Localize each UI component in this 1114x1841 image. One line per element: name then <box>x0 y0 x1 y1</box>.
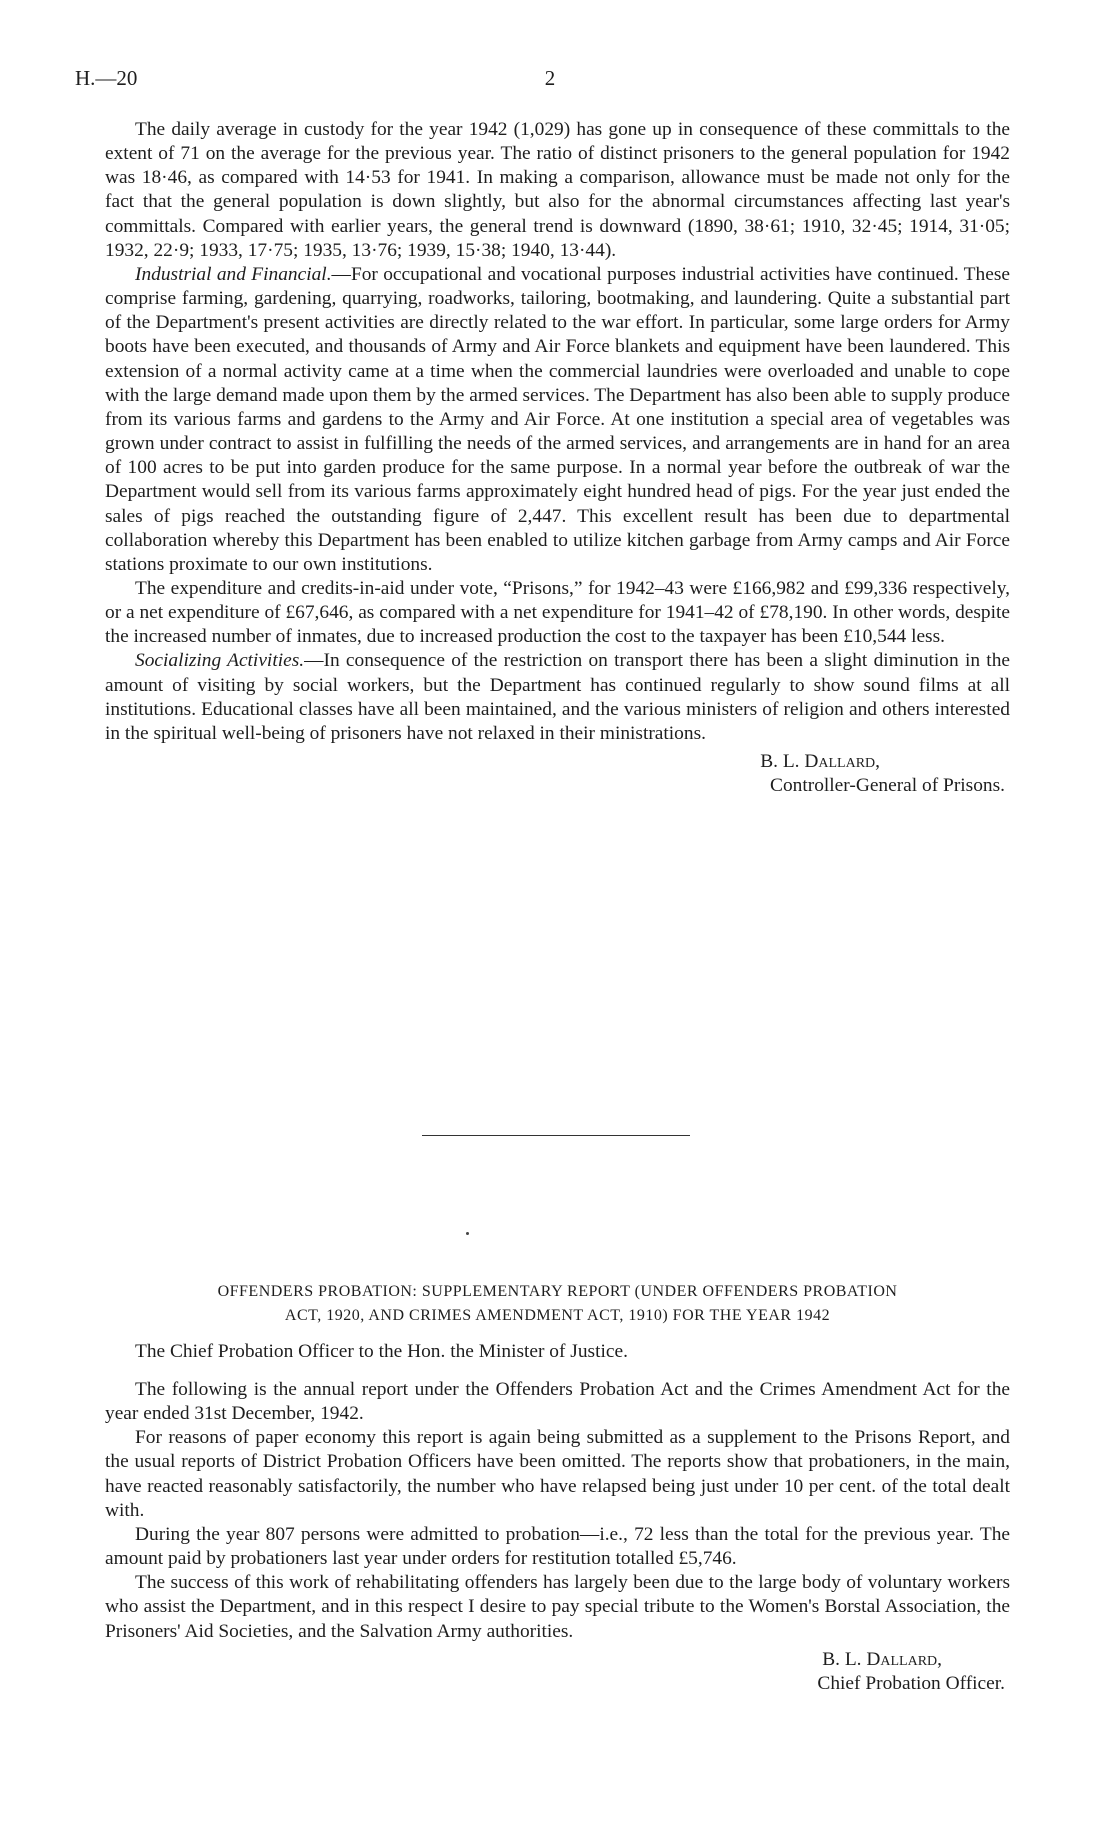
socializing-heading: Socializing Activities. <box>135 650 305 672</box>
industrial-financial-heading: Industrial and Financial. <box>135 263 332 285</box>
document-reference: H.—20 <box>75 66 138 90</box>
probation-signature <box>105 1648 1010 1696</box>
probation-tribute-paragraph: The success of this work of rehabilitating offenders has largely been due to the large body of voluntary workers who assist the Department, and in this respect I desire to pay special tribute to the Women's Borstal Association, the Prisoners' Aid Societies, and the Salvation Army authorities. <box>105 1572 1010 1642</box>
probation-intro-paragraph: The following is the annual report under the Offenders Probation Act and the Crimes Amendment Act for the year ended 31st December, 1942. <box>105 1379 1010 1425</box>
page-header <box>75 66 995 96</box>
divider-dot <box>466 1232 469 1235</box>
socializing-paragraph <box>105 649 1010 746</box>
prisons-report-section <box>105 118 1010 798</box>
industrial-financial-paragraph <box>105 263 1010 577</box>
prisons-signature <box>105 750 1010 798</box>
probation-signatory-title: Chief Probation Officer. <box>817 1672 1005 1694</box>
socializing-text: —In consequence of the restriction on transport there has been a slight diminution in the amount of visiting by social workers, but the Department has continued regularly to show sound films at all institutions. Educational classes have all been maintained, and the various ministers of religion and others interested in the spiritual well-being of prisoners have not relaxed in their ministrations. <box>105 650 1010 744</box>
probation-title-line-2: ACT, 1920, AND CRIMES AMENDMENT ACT, 1910) FOR THE YEAR 1942 <box>284 1307 831 1324</box>
signatory-name: B. L. Dallard, <box>760 751 880 773</box>
probation-addressee: The Chief Probation Officer to the Hon. the Minister of Justice. <box>135 1341 628 1362</box>
probation-admissions-paragraph: During the year 807 persons were admitted to probation—i.e., 72 less than the total for the previous year. The amount paid by probationers last year under orders for restitution totalled £5,746. <box>105 1523 1010 1570</box>
expenditure-paragraph: The expenditure and credits-in-aid under vote, “Prisons,” for 1942–43 were £166,982 and £99,336 respectively, or a net expenditure of £67,646, as compared with a net expenditure for 1941–42 of £78,190. In other words, despite the increased number of inmates, due to increased production the cost to the taxpayer has been £10,544 less. <box>105 577 1010 648</box>
industrial-financial-text: —For occupational and vocational purposes industrial activities have continued. These comprise farming, gardening, quarrying, roadworks, tailoring, bootmaking, and laundering. Quite a substantial part of the Department's present activities are directly related to the war effort. In particular, some large orders for Army boots have been executed, and thousands of Army and Air Force blankets and equipment have been laundered. This extension of a normal activity came at a time when the commercial laundries were overloaded and unable to cope with the large demand made upon them by the armed services. The Department has also been able to supply produce from its various farms and gardens to the Army and Air Force. At one institution a special area of vegetables was grown under contract to assist in fulfilling the needs of the armed services, and arrangements are in hand for an area of 100 acres to be put into garden produce for the same purpose. In a normal year before the outbreak of war the Department would sell from its various farms approximately eight hundred head of pigs. For the year just ended the sales of pigs reached the outstanding figure of 2,447. This excellent result has been due to departmental collaboration whereby this Department has been enabled to utilize kitchen garbage from Army camps and Air Force stations proximate to our own institutions. <box>105 263 1010 575</box>
probation-signatory-name: B. L. Dallard, <box>822 1648 942 1670</box>
signatory-title: Controller-General of Prisons. <box>770 775 1005 797</box>
probation-title-line-1: OFFENDERS PROBATION: SUPPLEMENTARY REPORT (UNDER OFFENDERS PROBATION <box>217 1283 898 1300</box>
probation-economy-paragraph: For reasons of paper economy this report is again being submitted as a supplement to the Prisons Report, and the usual reports of District Probation Officers have been omitted. The reports show that probationers, in the main, have reacted reasonably satisfactorily, the number who have relapsed being just under 10 per cent. of the total dealt with. <box>105 1427 1010 1521</box>
probation-report-title <box>105 1280 1010 1328</box>
probation-report-section <box>105 1378 1010 1696</box>
custody-paragraph: The daily average in custody for the year 1942 (1,029) has gone up in consequence of these committals to the extent of 71 on the average for the previous year. The ratio of distinct prisoners to the general population for 1942 was 18·46, as compared with 14·53 for 1941. In making a comparison, allowance must be made not only for the fact that the general population is down slightly, but also for the abnormal circumstances affecting last year's committals. Compared with earlier years, the general trend is downward (1890, 38·61; 1910, 32·45; 1914, 31·05; 1932, 22·9; 1933, 17·75; 1935, 13·76; 1939, 15·38; 1940, 13·44). <box>105 119 1010 261</box>
section-divider <box>422 1135 690 1136</box>
page-number: 2 <box>544 66 556 90</box>
